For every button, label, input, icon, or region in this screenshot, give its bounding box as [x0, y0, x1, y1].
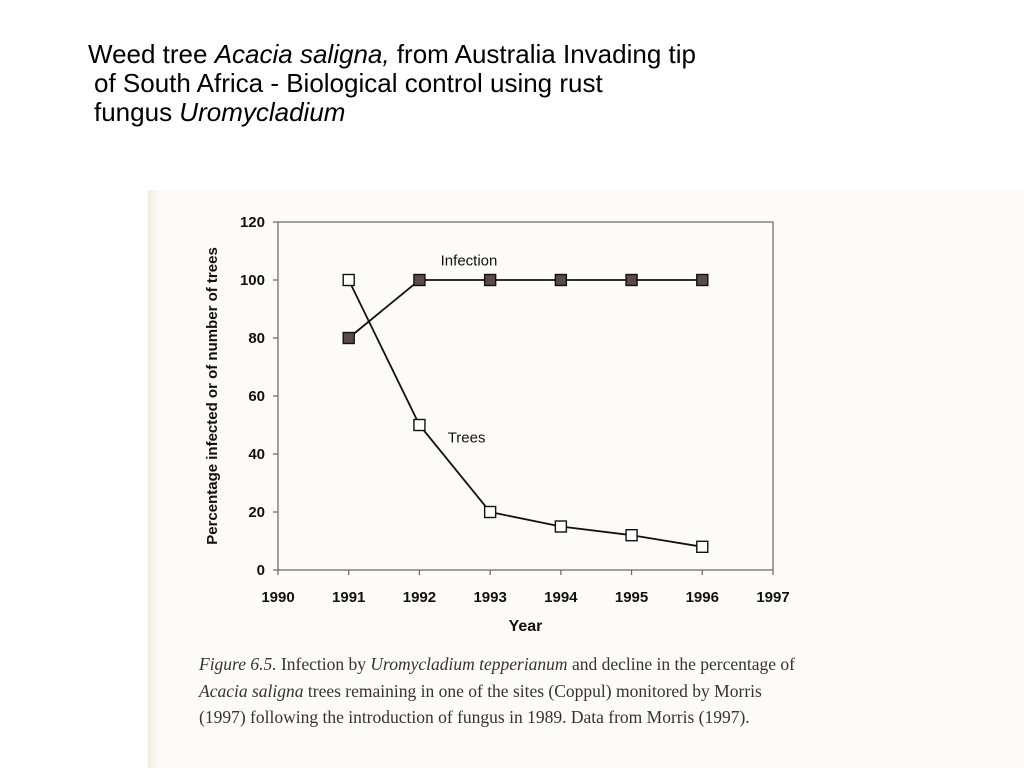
caption-line-1 [199, 651, 959, 678]
title-text: from Australia Invading tip [389, 39, 696, 69]
caption-figure-label: Figure 6.5. [199, 654, 277, 674]
x-tick-label: 1992 [402, 589, 437, 606]
y-tick-label: 100 [239, 272, 265, 289]
title-text: Weed tree [88, 39, 215, 69]
open-square-marker [697, 541, 708, 552]
caption-species-name: Uromycladium tepperianum [370, 654, 568, 674]
x-tick-label: 1997 [756, 589, 790, 606]
series-label-infection: Infection [440, 252, 498, 270]
x-axis-label: Year [508, 618, 543, 635]
title-species-name: Acacia saligna, [214, 39, 390, 69]
title-line-2: of South Africa - Biological control using rust [94, 68, 603, 98]
caption-text: and decline in the percentage of [567, 654, 795, 674]
filled-square-marker [697, 275, 708, 286]
open-square-marker [343, 275, 354, 286]
open-square-marker [626, 530, 637, 541]
figure-caption [199, 651, 959, 731]
caption-text: Infection by [276, 654, 371, 674]
open-square-marker [555, 521, 566, 532]
y-tick-label: 80 [248, 330, 265, 347]
series-line-infection [349, 280, 703, 338]
filled-square-marker [343, 333, 354, 344]
title-text: fungus [94, 97, 180, 127]
y-tick-label: 40 [248, 446, 265, 463]
y-axis-label: Percentage infected or of number of trees [204, 247, 221, 545]
caption-line-2 [199, 678, 959, 705]
caption-text: trees remaining in one of the sites (Coppul) monitored by Morris [303, 680, 762, 701]
filled-square-marker [485, 275, 496, 286]
series-label-trees: Trees [447, 429, 486, 447]
x-tick-label: 1991 [332, 589, 366, 606]
x-tick-label: 1990 [261, 589, 295, 606]
caption-species-name: Acacia saligna [199, 680, 304, 701]
open-square-marker [414, 420, 425, 431]
x-tick-label: 1993 [473, 589, 507, 606]
y-tick-label: 20 [248, 504, 265, 521]
y-tick-label: 60 [248, 388, 265, 405]
open-square-marker [485, 507, 496, 518]
caption-line-3: (1997) following the introduction of fungus in 1989. Data from Morris (1997). [199, 707, 750, 727]
filled-square-marker [626, 275, 637, 286]
filled-square-marker [555, 275, 566, 286]
x-tick-label: 1996 [685, 589, 719, 606]
y-tick-label: 0 [256, 562, 265, 579]
x-tick-label: 1995 [614, 589, 649, 606]
filled-square-marker [414, 275, 425, 286]
y-tick-label: 120 [239, 214, 265, 231]
series-line-trees [349, 280, 703, 547]
title-genus-name: Uromycladium [179, 97, 346, 127]
x-tick-label: 1994 [544, 589, 578, 606]
